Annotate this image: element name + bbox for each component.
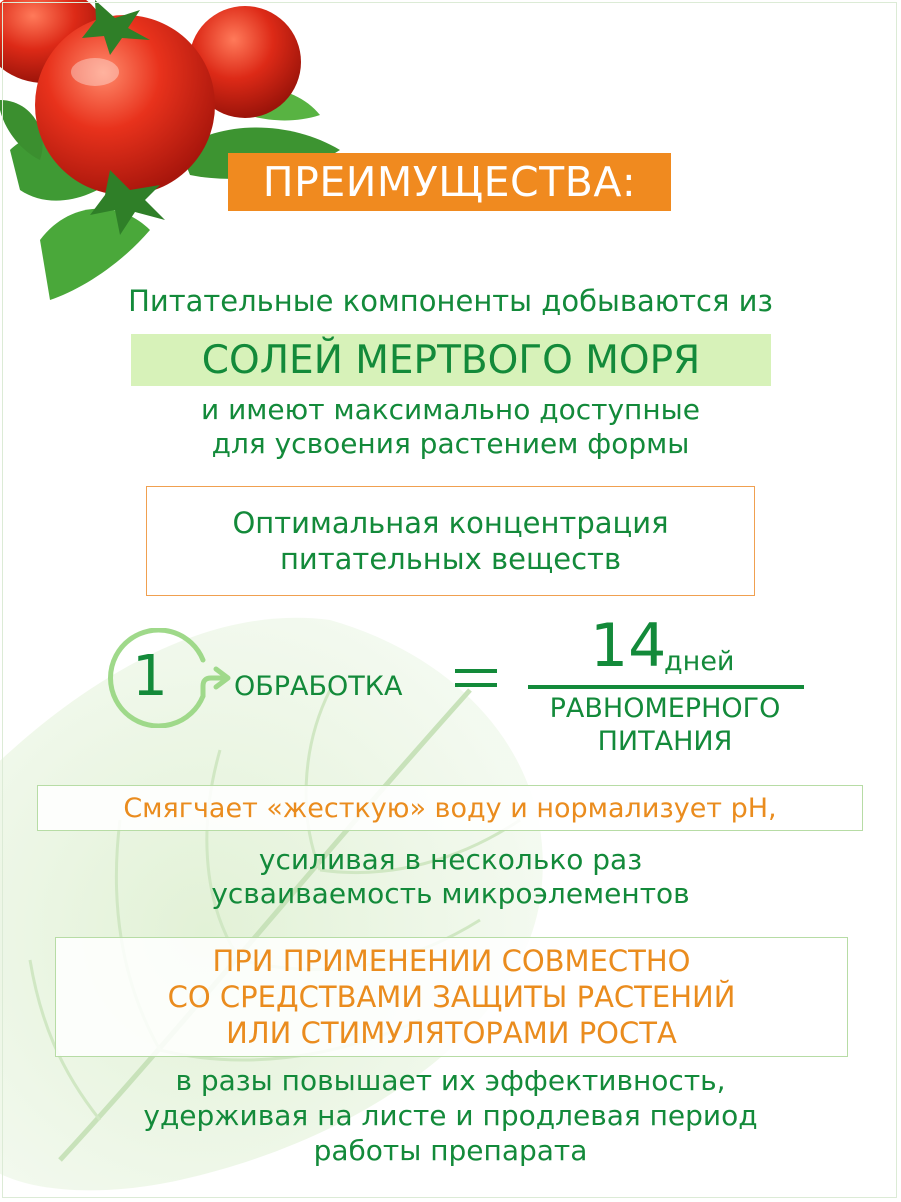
water-line-1: усиливая в несколько раз xyxy=(258,843,643,876)
water-softening-text: Смягчает «жесткую» воду и нормализует pH, xyxy=(123,792,777,824)
uniform-line-1: РАВНОМЕРНОГО xyxy=(549,693,781,724)
water-softening-box xyxy=(37,785,863,831)
treatment-label: ОБРАБОТКА xyxy=(234,671,403,702)
water-description xyxy=(0,843,901,911)
combination-line-3: ИЛИ СТИМУЛЯТОРАМИ РОСТА xyxy=(226,1016,677,1050)
optimal-line-1: Оптимальная концентрация xyxy=(232,506,669,540)
days-unit: дней xyxy=(664,646,735,677)
title-banner xyxy=(228,153,671,211)
combination-desc-line-1: в разы повышает их эффективность, xyxy=(175,1064,726,1097)
dead-sea-highlight-box xyxy=(131,334,771,386)
combination-desc-line-3: работы препарата xyxy=(313,1134,588,1167)
days-number: 14 xyxy=(590,611,667,681)
page-title: ПРЕИМУЩЕСТВА: xyxy=(262,157,637,206)
combination-box xyxy=(55,937,848,1057)
combination-line-1: ПРИ ПРИМЕНЕНИИ СОВМЕСТНО xyxy=(212,944,691,978)
dead-sea-highlight-text: СОЛЕЙ МЕРТВОГО МОРЯ xyxy=(201,337,701,383)
combination-description xyxy=(0,1063,901,1168)
nutrients-intro: Питательные компоненты добываются из xyxy=(128,284,773,318)
optimal-concentration-box xyxy=(146,486,755,596)
optimal-line-2: питательных веществ xyxy=(279,542,622,576)
nutrients-description xyxy=(0,393,901,461)
nutrients-line-1: и имеют максимально доступные xyxy=(201,393,700,426)
treatment-count: 1 xyxy=(132,644,168,709)
equals-sign xyxy=(455,661,497,695)
uniform-nutrition-text xyxy=(515,692,815,758)
water-line-2: усваиваемость микроэлементов xyxy=(211,877,690,910)
nutrients-line-2: для усвоения растением формы xyxy=(211,427,690,460)
fraction-divider xyxy=(528,685,804,689)
uniform-line-2: ПИТАНИЯ xyxy=(597,726,733,757)
combination-desc-line-2: удерживая на листе и продлевая период xyxy=(143,1099,758,1132)
combination-line-2: СО СРЕДСТВАМИ ЗАЩИТЫ РАСТЕНИЙ xyxy=(167,980,736,1014)
